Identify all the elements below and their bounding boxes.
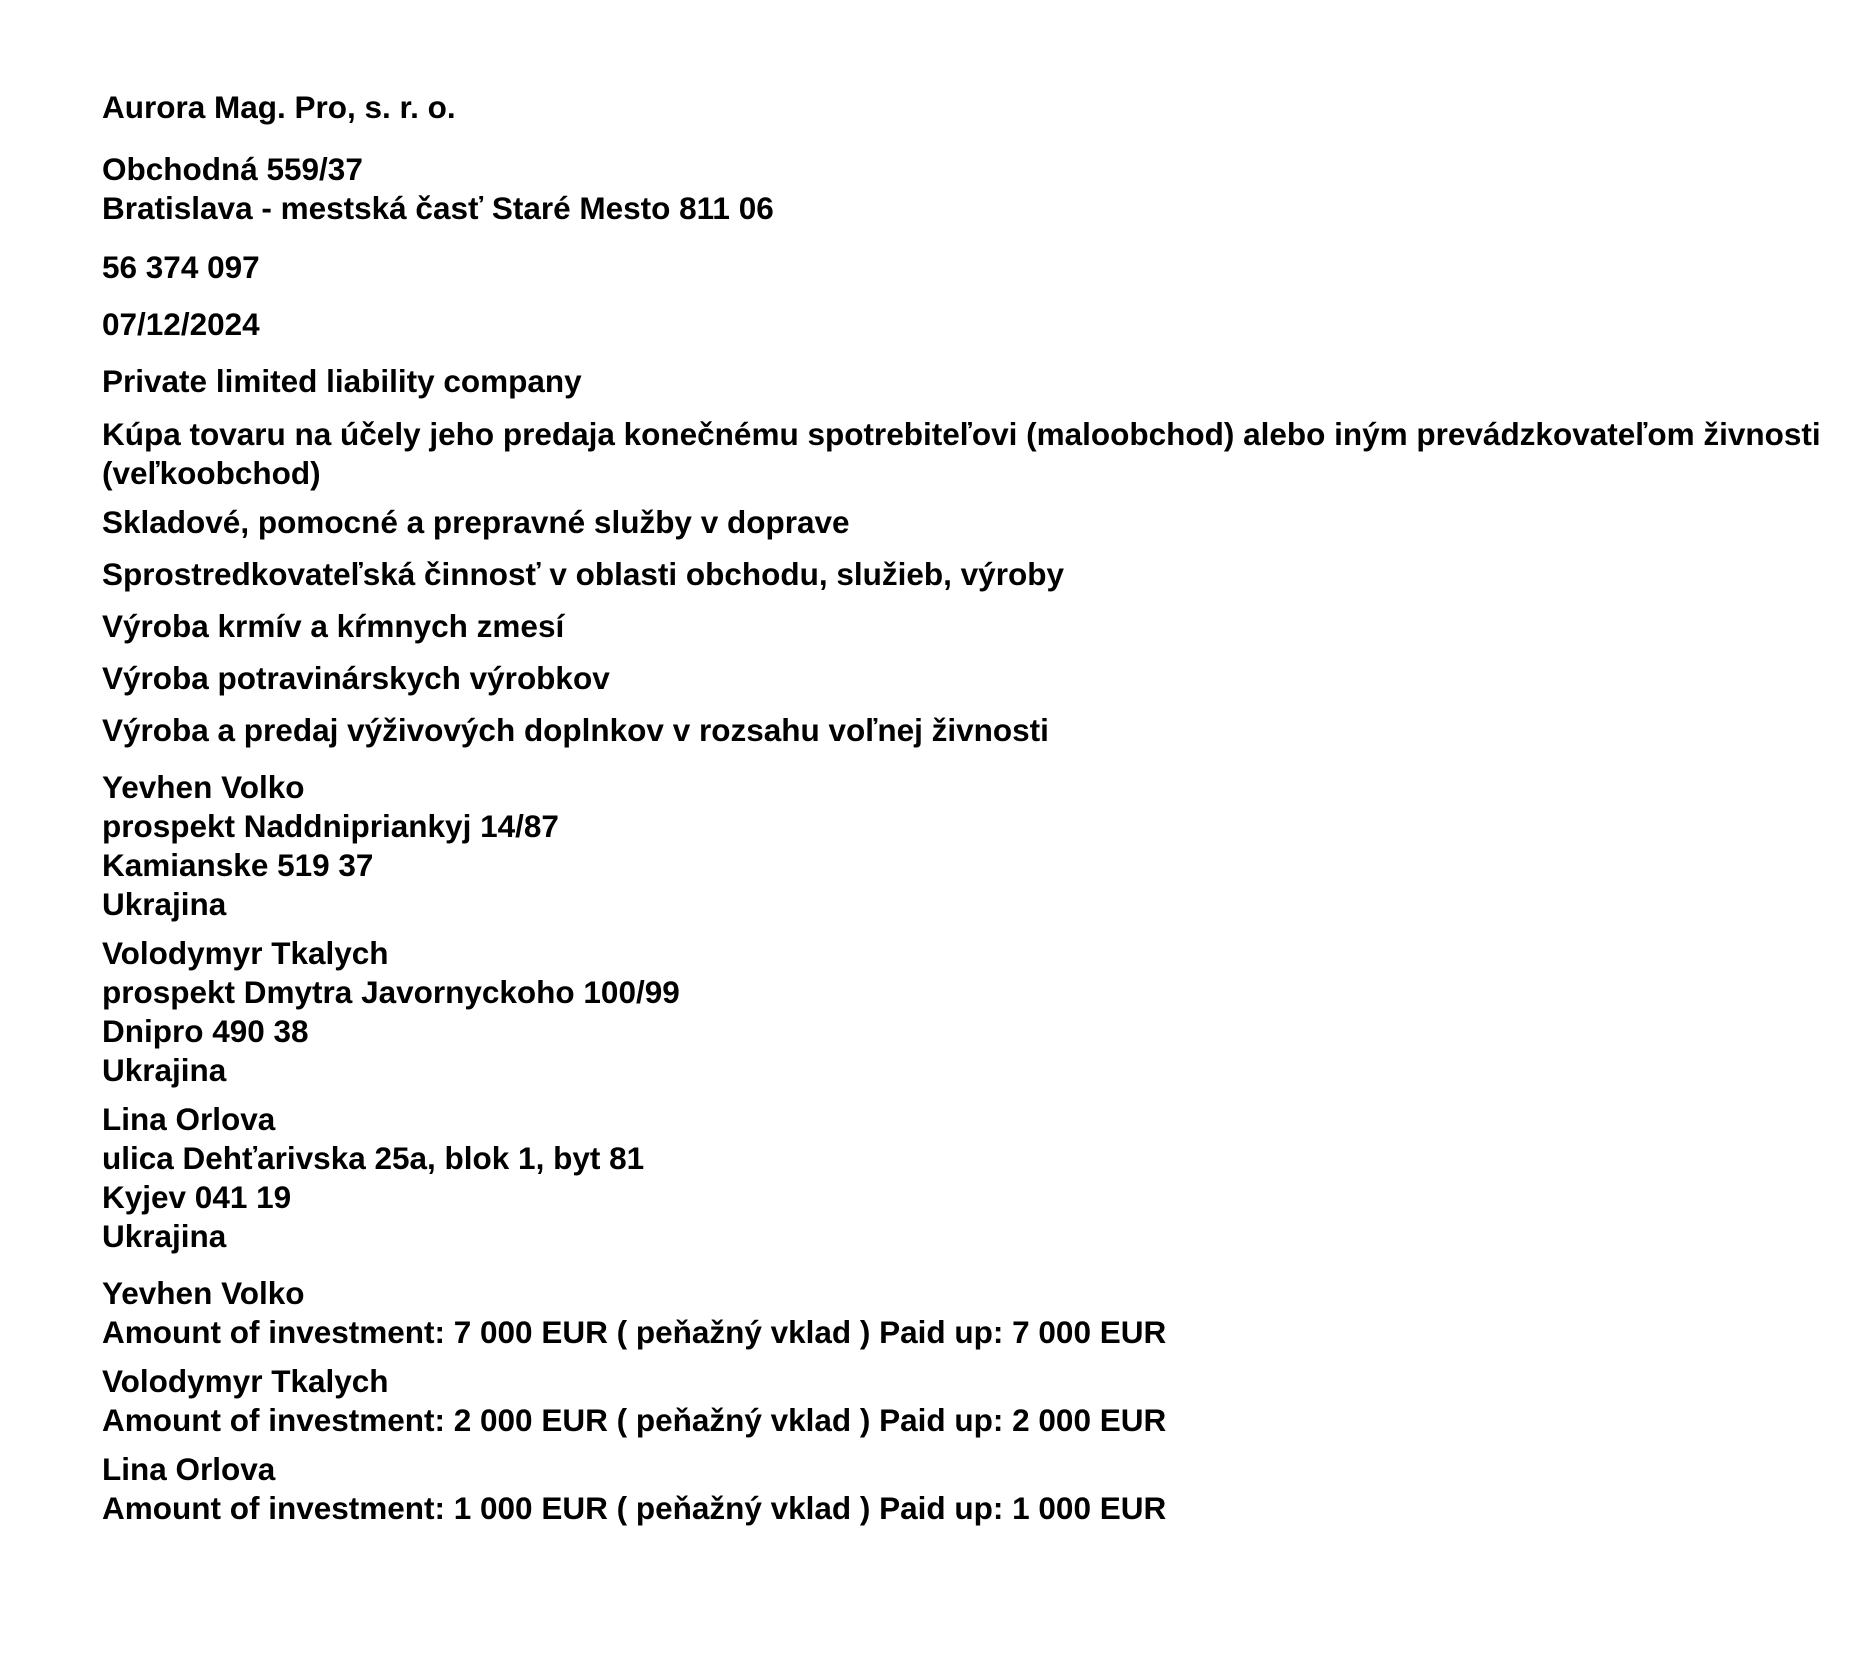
company-address	[102, 150, 1822, 228]
person-entry	[102, 1100, 1822, 1256]
company-name: Aurora Mag. Pro, s. r. o.	[102, 89, 456, 125]
activity-item: Kúpa tovaru na účely jeho predaja konečnému spotrebiteľovi (maloobchod) alebo iným prevádzkovateľom živnosti (veľkoobchod)	[102, 416, 1821, 491]
person-name: Yevhen Volko	[102, 769, 305, 805]
activity-item: Skladové, pomocné a prepravné služby v doprave	[102, 504, 850, 540]
investment-detail: Amount of investment: 2 000 EUR ( peňažný vklad ) Paid up: 2 000 EUR	[102, 1402, 1167, 1438]
investment-detail: Amount of investment: 1 000 EUR ( peňažný vklad ) Paid up: 1 000 EUR	[102, 1490, 1167, 1526]
investment-entry	[102, 1362, 1822, 1440]
activity-item: Sprostredkovateľská činnosť v oblasti obchodu, služieb, výroby	[102, 556, 1064, 592]
person-country: Ukrajina	[102, 886, 227, 922]
activity-item: Výroba a predaj výživových doplnkov v rozsahu voľnej živnosti	[102, 712, 1049, 748]
person-entry	[102, 934, 1822, 1090]
business-activities	[102, 415, 1822, 750]
company-id-number: 56 374 097	[102, 249, 260, 285]
person-entry	[102, 768, 1822, 924]
investments-list	[102, 1274, 1822, 1528]
person-country: Ukrajina	[102, 1218, 227, 1254]
person-street: prospekt Naddnipriankyj 14/87	[102, 808, 559, 844]
investor-name: Volodymyr Tkalych	[102, 1363, 389, 1399]
investment-detail: Amount of investment: 7 000 EUR ( peňažný vklad ) Paid up: 7 000 EUR	[102, 1314, 1167, 1350]
persons-list	[102, 768, 1822, 1256]
person-country: Ukrajina	[102, 1052, 227, 1088]
legal-form: Private limited liability company	[102, 363, 582, 399]
activity-item: Výroba krmív a kŕmnych zmesí	[102, 608, 565, 644]
investment-entry	[102, 1274, 1822, 1352]
person-city: Dnipro 490 38	[102, 1013, 309, 1049]
company-address-city: Bratislava - mestská časť Staré Mesto 811 06	[102, 190, 774, 226]
person-street: prospekt Dmytra Javornyckoho 100/99	[102, 974, 680, 1010]
person-street: ulica Dehťarivska 25a, blok 1, byt 81	[102, 1140, 645, 1176]
company-address-street: Obchodná 559/37	[102, 151, 363, 187]
activity-item: Výroba potravinárskych výrobkov	[102, 660, 610, 696]
document-page	[102, 88, 1822, 1528]
investment-entry	[102, 1450, 1822, 1528]
person-name: Volodymyr Tkalych	[102, 935, 389, 971]
investor-name: Yevhen Volko	[102, 1275, 305, 1311]
person-name: Lina Orlova	[102, 1101, 276, 1137]
person-city: Kamianske 519 37	[102, 847, 374, 883]
investor-name: Lina Orlova	[102, 1451, 276, 1487]
person-city: Kyjev 041 19	[102, 1179, 292, 1215]
registration-date: 07/12/2024	[102, 306, 260, 342]
